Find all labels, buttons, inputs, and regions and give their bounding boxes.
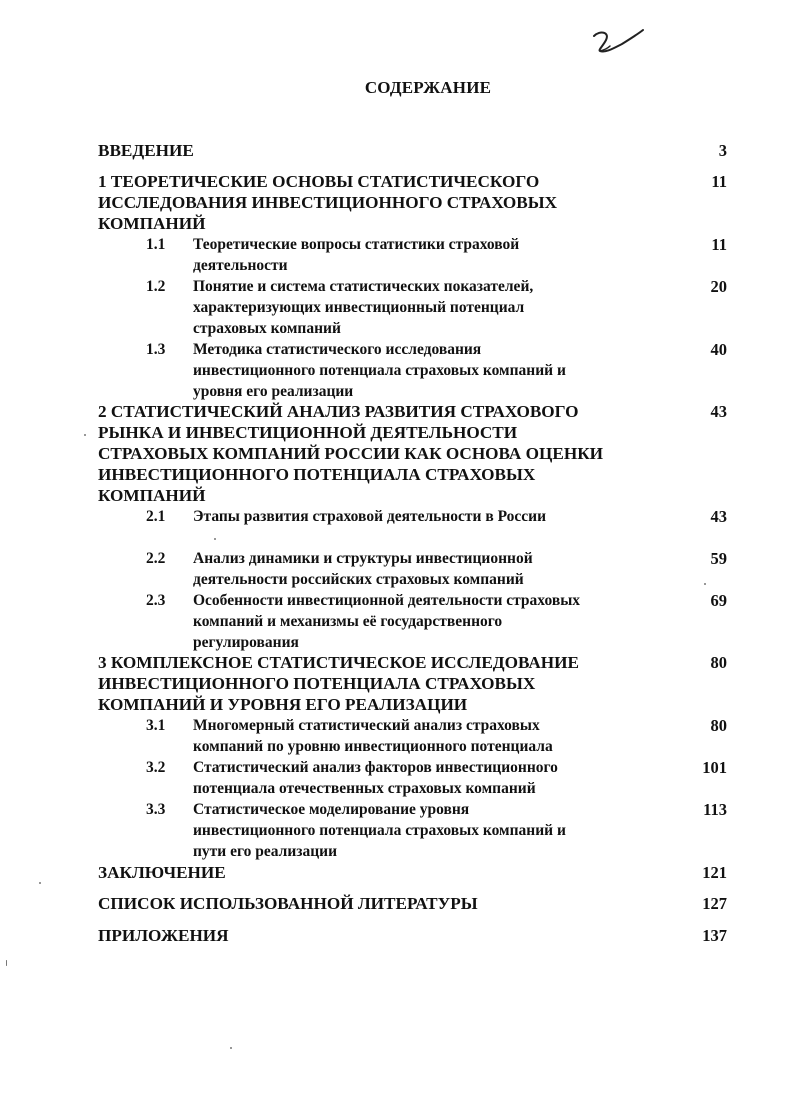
toc-section-number: 2.3 [146, 592, 166, 609]
toc-appendices-title: ПРИЛОЖЕНИЯ [98, 926, 229, 945]
toc-section-page: 43 [710, 507, 727, 526]
toc-section-title: Статистическое моделирование уровня инвестиционного потенциала страховых компаний и пути его реализации [193, 801, 566, 860]
toc-section-page: 69 [710, 591, 727, 610]
toc-bibliography-title: СПИСОК ИСПОЛЬЗОВАННОЙ ЛИТЕРАТУРЫ [98, 894, 478, 913]
toc-chapter-2-title: 2 СТАТИСТИЧЕСКИЙ АНАЛИЗ РАЗВИТИЯ СТРАХОВОГО РЫНКА И ИНВЕСТИЦИОННОЙ ДЕЯТЕЛЬНОСТИ СТРАХОВЫХ КОМПАНИЙ РОССИИ КАК ОСНОВА ОЦЕНКИ ИНВЕСТИЦИОННОГО ПОТЕНЦИАЛА СТРАХОВЫХ КОМПАНИЙ [98, 402, 604, 505]
scan-speck [6, 960, 7, 966]
toc-chapter-2-page: 43 [710, 402, 727, 421]
toc-bibliography-page: 127 [702, 894, 727, 913]
toc-section-page: 80 [710, 716, 727, 735]
scan-speck [230, 1047, 232, 1049]
toc-conclusion-title: ЗАКЛЮЧЕНИЕ [98, 863, 226, 882]
toc-section-title: Этапы развития страховой деятельности в России [193, 508, 547, 525]
toc-section-page: 113 [703, 800, 727, 819]
toc-section-title: Методика статистического исследования инвестиционного потенциала страховых компаний и уровня его реализации [193, 341, 566, 400]
toc-section-number: 3.2 [146, 759, 166, 776]
toc-section-number: 1.3 [146, 341, 166, 358]
handwritten-page-number-text: 2 [596, 38, 597, 39]
scan-speck [214, 538, 216, 540]
toc-section-title: Многомерный статистический анализ страховых компаний по уровню инвестиционного потенциала [193, 717, 553, 755]
toc-section-title: Теоретические вопросы статистики страховой деятельности [193, 236, 520, 274]
scan-speck [704, 583, 706, 585]
toc-section-number: 1.2 [146, 278, 166, 295]
page-title: СОДЕРЖАНИЕ [364, 78, 492, 97]
toc-section-number: 2.2 [146, 550, 166, 567]
handwritten-page-number [588, 26, 648, 66]
toc-chapter-1-page: 11 [711, 172, 727, 191]
scan-speck [39, 882, 41, 884]
toc-section-page: 40 [710, 340, 727, 359]
toc-section-number: 1.1 [146, 236, 166, 253]
toc-appendices-page: 137 [702, 926, 727, 945]
toc-section-title: Статистический анализ факторов инвестиционного потенциала отечественных страховых компаний [193, 759, 558, 797]
scan-speck [84, 434, 86, 436]
toc-chapter-1-title: 1 ТЕОРЕТИЧЕСКИЕ ОСНОВЫ СТАТИСТИЧЕСКОГО ИССЛЕДОВАНИЯ ИНВЕСТИЦИОННОГО СТРАХОВЫХ КОМПАНИЙ [98, 172, 558, 233]
toc-section-page: 101 [702, 758, 727, 777]
toc-section-title: Анализ динамики и структуры инвестиционной деятельности российских страховых компаний [193, 550, 533, 588]
toc-conclusion-page: 121 [702, 863, 727, 882]
toc-chapter-3-title: 3 КОМПЛЕКСНОЕ СТАТИСТИЧЕСКОЕ ИССЛЕДОВАНИЕ ИНВЕСТИЦИОННОГО ПОТЕНЦИАЛА СТРАХОВЫХ КОМПАНИЙ И УРОВНЯ ЕГО РЕАЛИЗАЦИИ [98, 653, 579, 714]
toc-section-number: 3.3 [146, 801, 166, 818]
toc-page-number: 3 [718, 141, 727, 160]
toc-entry-title: ВВЕДЕНИЕ [98, 141, 194, 160]
toc-section-page: 20 [710, 277, 727, 296]
toc-section-number: 2.1 [146, 508, 166, 525]
toc-section-page: 59 [710, 549, 727, 568]
toc-chapter-3-page: 80 [710, 653, 727, 672]
toc-section-number: 3.1 [146, 717, 166, 734]
toc-section-title: Особенности инвестиционной деятельности страховых компаний и механизмы её государственного регулирования [193, 592, 581, 651]
toc-section-title: Понятие и система статистических показателей, характеризующих инвестиционный потенциал страховых компаний [193, 278, 534, 337]
toc-section-page: 11 [711, 235, 727, 254]
